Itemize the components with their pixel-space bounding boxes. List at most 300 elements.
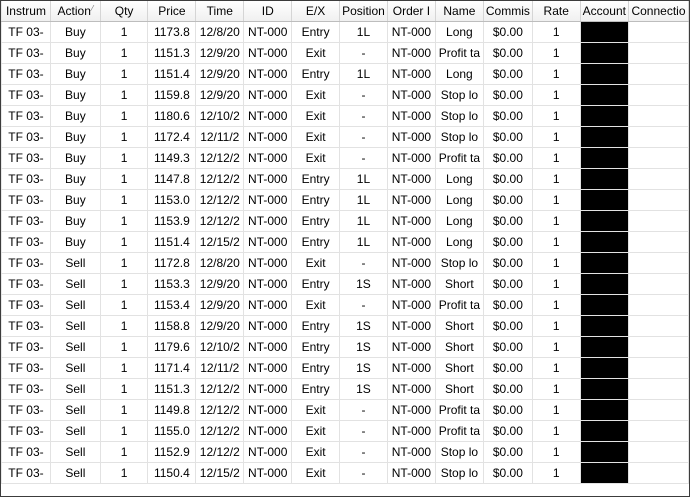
executions-table	[1, 1, 689, 484]
cell-id: NT-000	[244, 64, 292, 85]
cell-name: Short	[435, 274, 483, 295]
cell-position: 1L	[339, 169, 387, 190]
table-row[interactable]	[2, 253, 689, 274]
cell-position: -	[339, 85, 387, 106]
column-header-position[interactable]	[339, 1, 387, 22]
table-row[interactable]	[2, 274, 689, 295]
cell-id: NT-000	[244, 127, 292, 148]
cell-instrument: TF 03-	[2, 442, 51, 463]
cell-name: Short	[435, 379, 483, 400]
cell-position: 1L	[339, 22, 387, 43]
cell-price: 1149.3	[148, 148, 196, 169]
cell-connection	[628, 148, 688, 169]
column-header-name[interactable]	[435, 1, 483, 22]
cell-price: 1153.4	[148, 295, 196, 316]
cell-qty: 1	[100, 106, 148, 127]
column-header-instrument[interactable]	[2, 1, 51, 22]
cell-instrument: TF 03-	[2, 316, 51, 337]
cell-order-id: NT-000	[387, 22, 435, 43]
cell-instrument: TF 03-	[2, 85, 51, 106]
cell-ex: Entry	[292, 190, 340, 211]
cell-rate: 1	[532, 148, 580, 169]
cell-action: Sell	[50, 316, 100, 337]
cell-id: NT-000	[244, 358, 292, 379]
cell-name: Profit ta	[435, 421, 483, 442]
cell-action: Buy	[50, 190, 100, 211]
cell-commission: $0.00	[483, 211, 532, 232]
cell-name: Long	[435, 64, 483, 85]
cell-order-id: NT-000	[387, 43, 435, 64]
cell-qty: 1	[100, 379, 148, 400]
cell-order-id: NT-000	[387, 316, 435, 337]
cell-id: NT-000	[244, 337, 292, 358]
cell-price: 1172.4	[148, 127, 196, 148]
cell-connection	[628, 232, 688, 253]
cell-order-id: NT-000	[387, 190, 435, 211]
cell-ex: Entry	[292, 274, 340, 295]
cell-account	[580, 64, 628, 85]
cell-position: -	[339, 43, 387, 64]
cell-account	[580, 127, 628, 148]
cell-price: 1151.3	[148, 379, 196, 400]
cell-id: NT-000	[244, 463, 292, 484]
cell-qty: 1	[100, 337, 148, 358]
cell-commission: $0.00	[483, 43, 532, 64]
cell-account	[580, 400, 628, 421]
cell-connection	[628, 337, 688, 358]
column-header-label: ID	[261, 4, 274, 18]
cell-instrument: TF 03-	[2, 232, 51, 253]
column-header-label: Position	[342, 4, 385, 18]
cell-connection	[628, 169, 688, 190]
cell-connection	[628, 85, 688, 106]
cell-position: 1L	[339, 232, 387, 253]
table-row[interactable]	[2, 43, 689, 64]
cell-qty: 1	[100, 85, 148, 106]
cell-connection	[628, 43, 688, 64]
cell-action: Sell	[50, 274, 100, 295]
table-body	[2, 22, 689, 484]
cell-connection	[628, 295, 688, 316]
cell-rate: 1	[532, 379, 580, 400]
table-row[interactable]	[2, 232, 689, 253]
table-row[interactable]	[2, 358, 689, 379]
cell-rate: 1	[532, 337, 580, 358]
table-row[interactable]	[2, 85, 689, 106]
cell-commission: $0.00	[483, 232, 532, 253]
cell-id: NT-000	[244, 295, 292, 316]
cell-instrument: TF 03-	[2, 295, 51, 316]
cell-id: NT-000	[244, 22, 292, 43]
column-header-label: E/X	[305, 4, 326, 18]
cell-id: NT-000	[244, 379, 292, 400]
cell-price: 1180.6	[148, 106, 196, 127]
cell-action: Sell	[50, 442, 100, 463]
cell-commission: $0.00	[483, 85, 532, 106]
cell-name: Long	[435, 232, 483, 253]
cell-commission: $0.00	[483, 22, 532, 43]
cell-order-id: NT-000	[387, 148, 435, 169]
cell-ex: Entry	[292, 232, 340, 253]
column-header-ex[interactable]	[292, 1, 340, 22]
cell-instrument: TF 03-	[2, 148, 51, 169]
cell-action: Buy	[50, 43, 100, 64]
cell-ex: Entry	[292, 316, 340, 337]
column-header-connection[interactable]	[628, 1, 688, 22]
cell-ex: Entry	[292, 22, 340, 43]
table-row[interactable]	[2, 421, 689, 442]
table-row[interactable]	[2, 211, 689, 232]
cell-account	[580, 43, 628, 64]
cell-name: Profit ta	[435, 400, 483, 421]
cell-commission: $0.00	[483, 274, 532, 295]
cell-action: Buy	[50, 85, 100, 106]
cell-name: Stop lo	[435, 127, 483, 148]
cell-price: 1147.8	[148, 169, 196, 190]
table-row[interactable]	[2, 22, 689, 43]
cell-commission: $0.00	[483, 442, 532, 463]
cell-time: 12/8/20	[196, 253, 244, 274]
cell-name: Profit ta	[435, 43, 483, 64]
cell-account	[580, 442, 628, 463]
cell-rate: 1	[532, 169, 580, 190]
column-header-id[interactable]	[244, 1, 292, 22]
cell-qty: 1	[100, 274, 148, 295]
cell-ex: Entry	[292, 211, 340, 232]
cell-order-id: NT-000	[387, 127, 435, 148]
cell-rate: 1	[532, 211, 580, 232]
cell-ex: Entry	[292, 379, 340, 400]
cell-commission: $0.00	[483, 64, 532, 85]
table-row[interactable]	[2, 148, 689, 169]
cell-instrument: TF 03-	[2, 274, 51, 295]
cell-name: Stop lo	[435, 253, 483, 274]
cell-time: 12/9/20	[196, 85, 244, 106]
cell-rate: 1	[532, 232, 580, 253]
column-header-account[interactable]	[580, 1, 628, 22]
column-header-label: Account	[582, 4, 626, 18]
cell-instrument: TF 03-	[2, 211, 51, 232]
cell-action: Sell	[50, 295, 100, 316]
cell-id: NT-000	[244, 211, 292, 232]
cell-order-id: NT-000	[387, 64, 435, 85]
table-row[interactable]	[2, 379, 689, 400]
column-header-label: Commis	[485, 4, 530, 18]
cell-account	[580, 190, 628, 211]
cell-commission: $0.00	[483, 253, 532, 274]
column-header-label: Instrum	[5, 4, 46, 18]
cell-price: 1179.6	[148, 337, 196, 358]
cell-instrument: TF 03-	[2, 253, 51, 274]
cell-time: 12/9/20	[196, 274, 244, 295]
cell-action: Sell	[50, 253, 100, 274]
table-row[interactable]	[2, 127, 689, 148]
cell-account	[580, 379, 628, 400]
cell-connection	[628, 316, 688, 337]
cell-rate: 1	[532, 274, 580, 295]
cell-qty: 1	[100, 211, 148, 232]
cell-rate: 1	[532, 253, 580, 274]
cell-account	[580, 463, 628, 484]
cell-connection	[628, 379, 688, 400]
table-row[interactable]	[2, 64, 689, 85]
column-header-label: Rate	[543, 4, 569, 18]
column-header-commission[interactable]	[483, 1, 532, 22]
cell-account	[580, 106, 628, 127]
cell-connection	[628, 64, 688, 85]
cell-commission: $0.00	[483, 190, 532, 211]
cell-qty: 1	[100, 400, 148, 421]
cell-order-id: NT-000	[387, 106, 435, 127]
cell-name: Long	[435, 190, 483, 211]
cell-action: Buy	[50, 106, 100, 127]
cell-rate: 1	[532, 106, 580, 127]
cell-order-id: NT-000	[387, 295, 435, 316]
cell-ex: Entry	[292, 169, 340, 190]
cell-time: 12/11/2	[196, 127, 244, 148]
cell-rate: 1	[532, 463, 580, 484]
cell-connection	[628, 358, 688, 379]
table-row[interactable]	[2, 169, 689, 190]
cell-position: -	[339, 127, 387, 148]
table-row[interactable]	[2, 295, 689, 316]
cell-commission: $0.00	[483, 316, 532, 337]
cell-action: Buy	[50, 148, 100, 169]
cell-connection	[628, 463, 688, 484]
cell-order-id: NT-000	[387, 85, 435, 106]
cell-ex: Exit	[292, 85, 340, 106]
cell-rate: 1	[532, 358, 580, 379]
cell-instrument: TF 03-	[2, 22, 51, 43]
table-row[interactable]	[2, 316, 689, 337]
cell-commission: $0.00	[483, 463, 532, 484]
cell-time: 12/12/2	[196, 169, 244, 190]
cell-ex: Exit	[292, 127, 340, 148]
header-row	[2, 1, 689, 22]
column-header-qty[interactable]	[100, 1, 148, 22]
cell-rate: 1	[532, 127, 580, 148]
cell-position: -	[339, 442, 387, 463]
cell-time: 12/12/2	[196, 421, 244, 442]
cell-qty: 1	[100, 232, 148, 253]
cell-position: 1S	[339, 274, 387, 295]
cell-rate: 1	[532, 316, 580, 337]
cell-qty: 1	[100, 295, 148, 316]
cell-ex: Exit	[292, 463, 340, 484]
cell-instrument: TF 03-	[2, 358, 51, 379]
sort-indicator-icon: ⁄	[91, 4, 94, 13]
cell-order-id: NT-000	[387, 358, 435, 379]
cell-id: NT-000	[244, 43, 292, 64]
cell-id: NT-000	[244, 85, 292, 106]
cell-instrument: TF 03-	[2, 379, 51, 400]
cell-rate: 1	[532, 190, 580, 211]
cell-price: 1172.8	[148, 253, 196, 274]
column-header-order-id[interactable]	[387, 1, 435, 22]
cell-account	[580, 337, 628, 358]
table-row[interactable]	[2, 442, 689, 463]
cell-price: 1159.8	[148, 85, 196, 106]
cell-position: -	[339, 295, 387, 316]
cell-instrument: TF 03-	[2, 400, 51, 421]
cell-time: 12/8/20	[196, 22, 244, 43]
cell-qty: 1	[100, 169, 148, 190]
cell-account	[580, 316, 628, 337]
cell-qty: 1	[100, 22, 148, 43]
cell-name: Stop lo	[435, 463, 483, 484]
cell-rate: 1	[532, 421, 580, 442]
cell-action: Sell	[50, 400, 100, 421]
cell-order-id: NT-000	[387, 211, 435, 232]
cell-name: Long	[435, 22, 483, 43]
cell-connection	[628, 253, 688, 274]
cell-price: 1151.3	[148, 43, 196, 64]
cell-order-id: NT-000	[387, 274, 435, 295]
cell-commission: $0.00	[483, 295, 532, 316]
cell-qty: 1	[100, 253, 148, 274]
cell-commission: $0.00	[483, 379, 532, 400]
cell-name: Stop lo	[435, 85, 483, 106]
cell-time: 12/9/20	[196, 316, 244, 337]
cell-price: 1173.8	[148, 22, 196, 43]
cell-price: 1153.9	[148, 211, 196, 232]
column-header-label: Name	[443, 4, 476, 18]
column-header-time[interactable]	[196, 1, 244, 22]
cell-instrument: TF 03-	[2, 190, 51, 211]
cell-time: 12/9/20	[196, 43, 244, 64]
cell-instrument: TF 03-	[2, 421, 51, 442]
cell-instrument: TF 03-	[2, 106, 51, 127]
cell-id: NT-000	[244, 232, 292, 253]
column-header-action[interactable]	[50, 1, 100, 22]
cell-order-id: NT-000	[387, 421, 435, 442]
cell-price: 1153.3	[148, 274, 196, 295]
cell-id: NT-000	[244, 421, 292, 442]
cell-time: 12/12/2	[196, 190, 244, 211]
cell-commission: $0.00	[483, 421, 532, 442]
cell-id: NT-000	[244, 148, 292, 169]
cell-qty: 1	[100, 43, 148, 64]
cell-qty: 1	[100, 64, 148, 85]
cell-action: Sell	[50, 337, 100, 358]
cell-price: 1158.8	[148, 316, 196, 337]
cell-id: NT-000	[244, 253, 292, 274]
cell-id: NT-000	[244, 274, 292, 295]
cell-commission: $0.00	[483, 358, 532, 379]
cell-name: Profit ta	[435, 148, 483, 169]
cell-action: Sell	[50, 421, 100, 442]
cell-rate: 1	[532, 64, 580, 85]
cell-account	[580, 148, 628, 169]
cell-name: Long	[435, 211, 483, 232]
column-header-label: Time	[206, 4, 233, 18]
cell-order-id: NT-000	[387, 442, 435, 463]
cell-account	[580, 274, 628, 295]
cell-ex: Exit	[292, 148, 340, 169]
cell-account	[580, 358, 628, 379]
cell-connection	[628, 127, 688, 148]
cell-rate: 1	[532, 22, 580, 43]
cell-time: 12/11/2	[196, 358, 244, 379]
cell-time: 12/9/20	[196, 295, 244, 316]
cell-connection	[628, 22, 688, 43]
table-row[interactable]	[2, 463, 689, 484]
cell-connection	[628, 211, 688, 232]
cell-connection	[628, 106, 688, 127]
cell-ex: Exit	[292, 43, 340, 64]
cell-price: 1149.8	[148, 400, 196, 421]
cell-qty: 1	[100, 148, 148, 169]
cell-rate: 1	[532, 43, 580, 64]
cell-time: 12/15/2	[196, 463, 244, 484]
cell-rate: 1	[532, 295, 580, 316]
column-header-price[interactable]	[148, 1, 196, 22]
column-header-label: Action	[57, 4, 91, 18]
cell-time: 12/15/2	[196, 232, 244, 253]
cell-name: Long	[435, 169, 483, 190]
table-row[interactable]	[2, 400, 689, 421]
cell-position: -	[339, 421, 387, 442]
cell-time: 12/9/20	[196, 64, 244, 85]
cell-id: NT-000	[244, 190, 292, 211]
cell-position: 1L	[339, 211, 387, 232]
cell-commission: $0.00	[483, 337, 532, 358]
cell-name: Profit ta	[435, 295, 483, 316]
cell-name: Stop lo	[435, 106, 483, 127]
cell-position: 1L	[339, 190, 387, 211]
cell-ex: Exit	[292, 253, 340, 274]
cell-action: Buy	[50, 169, 100, 190]
cell-time: 12/12/2	[196, 148, 244, 169]
cell-ex: Entry	[292, 337, 340, 358]
column-header-label: Qty	[114, 4, 134, 18]
cell-position: -	[339, 148, 387, 169]
cell-instrument: TF 03-	[2, 337, 51, 358]
cell-action: Buy	[50, 22, 100, 43]
cell-rate: 1	[532, 400, 580, 421]
cell-instrument: TF 03-	[2, 43, 51, 64]
cell-price: 1171.4	[148, 358, 196, 379]
cell-ex: Entry	[292, 64, 340, 85]
cell-position: 1S	[339, 337, 387, 358]
cell-instrument: TF 03-	[2, 127, 51, 148]
cell-ex: Exit	[292, 442, 340, 463]
cell-connection	[628, 421, 688, 442]
cell-commission: $0.00	[483, 169, 532, 190]
cell-order-id: NT-000	[387, 169, 435, 190]
cell-price: 1153.0	[148, 190, 196, 211]
column-header-rate[interactable]	[532, 1, 580, 22]
cell-price: 1151.4	[148, 64, 196, 85]
cell-position: 1L	[339, 64, 387, 85]
cell-action: Sell	[50, 463, 100, 484]
cell-account	[580, 421, 628, 442]
cell-instrument: TF 03-	[2, 463, 51, 484]
cell-rate: 1	[532, 442, 580, 463]
cell-commission: $0.00	[483, 127, 532, 148]
cell-account	[580, 295, 628, 316]
cell-position: 1S	[339, 358, 387, 379]
cell-price: 1150.4	[148, 463, 196, 484]
cell-account	[580, 211, 628, 232]
table-row[interactable]	[2, 337, 689, 358]
cell-order-id: NT-000	[387, 337, 435, 358]
table-row[interactable]	[2, 190, 689, 211]
cell-order-id: NT-000	[387, 463, 435, 484]
table-row[interactable]	[2, 106, 689, 127]
cell-qty: 1	[100, 442, 148, 463]
cell-order-id: NT-000	[387, 400, 435, 421]
